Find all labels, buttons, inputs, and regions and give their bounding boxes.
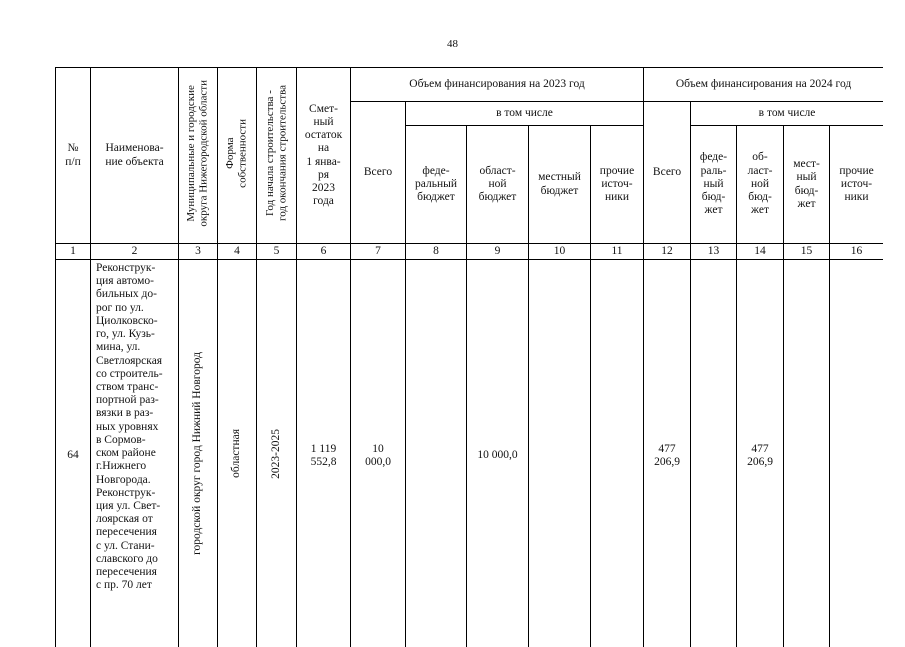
district-cell <box>179 260 218 647</box>
column-number: 3 <box>179 244 218 260</box>
header-years <box>257 68 297 244</box>
other-2023-value <box>591 260 644 647</box>
header-regional-2023: област- ной бюджет <box>467 126 529 244</box>
header-federal-2023: феде- ральный бюджет <box>406 126 467 244</box>
column-number: 6 <box>297 244 351 260</box>
column-number: 11 <box>591 244 644 260</box>
header-financing-2024: Объем финансирования на 2024 год <box>644 68 883 102</box>
header-balance: Смет- ный остаток на 1 янва- ря 2023 года <box>297 68 351 244</box>
local-2024-value <box>784 260 830 647</box>
column-number: 13 <box>691 244 737 260</box>
header-other-2023: прочие источ- ники <box>591 126 644 244</box>
header-including-2024: в том числе <box>691 102 883 126</box>
column-number-row <box>56 244 884 260</box>
column-number: 14 <box>737 244 784 260</box>
header-local-2023: местный бюджет <box>529 126 591 244</box>
row-number: 64 <box>56 260 91 647</box>
header-federal-2024: феде- раль- ный бюд- жет <box>691 126 737 244</box>
local-2023-value <box>529 260 591 647</box>
header-other-2024: прочие источ- ники <box>830 126 883 244</box>
column-number: 15 <box>784 244 830 260</box>
header-row-number: № п/п <box>56 68 91 244</box>
federal-2024-value <box>691 260 737 647</box>
header-object-name: Наименова- ние объекта <box>91 68 179 244</box>
header-regional-2024: об- ласт- ной бюд- жет <box>737 126 784 244</box>
other-2024-value <box>830 260 883 647</box>
header-ownership-text: Форма собственности <box>224 119 249 188</box>
column-number: 12 <box>644 244 691 260</box>
header-total-2024: Всего <box>644 102 691 244</box>
ownership-cell <box>218 260 257 647</box>
header-including-2023: в том числе <box>406 102 644 126</box>
header-total-2023: Всего <box>351 102 406 244</box>
column-number: 4 <box>218 244 257 260</box>
header-ownership <box>218 68 257 244</box>
column-number: 10 <box>529 244 591 260</box>
district-text: городской округ город Нижний Новгород <box>191 352 204 555</box>
column-number: 16 <box>830 244 883 260</box>
page-number: 48 <box>0 38 905 50</box>
regional-2023-value: 10 000,0 <box>467 260 529 647</box>
years-text: 2023-2025 <box>270 429 283 479</box>
balance-value: 1 119 552,8 <box>297 260 351 647</box>
table-row <box>56 260 884 647</box>
column-number: 2 <box>91 244 179 260</box>
federal-2023-value <box>406 260 467 647</box>
regional-2024-value: 477 206,9 <box>737 260 784 647</box>
header-financing-2023: Объем финансирования на 2023 год <box>351 68 644 102</box>
years-cell <box>257 260 297 647</box>
header-years-text: Год начала строительства - год окончания строительства <box>264 85 289 221</box>
column-number: 5 <box>257 244 297 260</box>
ownership-text: областная <box>230 429 243 478</box>
header-district-text: Муниципальные и городские округа Нижегородской области <box>185 80 210 227</box>
total-2023-value: 10 000,0 <box>351 260 406 647</box>
column-number: 9 <box>467 244 529 260</box>
header-local-2024: мест- ный бюд- жет <box>784 126 830 244</box>
financing-table-frame <box>55 67 883 647</box>
column-number: 1 <box>56 244 91 260</box>
financing-table <box>55 67 883 647</box>
header-district <box>179 68 218 244</box>
object-name: Реконструк- ция автомо- бильных до- рог по ул. Циолковско- го, ул. Кузь- мина, ул. Светлоярская со строитель- ством транс- портной раз- вязки в раз- ных уровнях в Сормов- ском районе г.Нижнего Новгорода. Реконструк- ция ул. Свет- лоярская от пересечения с ул. Стани- славского до пересечения с пр. 70 лет <box>91 260 179 647</box>
column-number: 7 <box>351 244 406 260</box>
column-number: 8 <box>406 244 467 260</box>
total-2024-value: 477 206,9 <box>644 260 691 647</box>
